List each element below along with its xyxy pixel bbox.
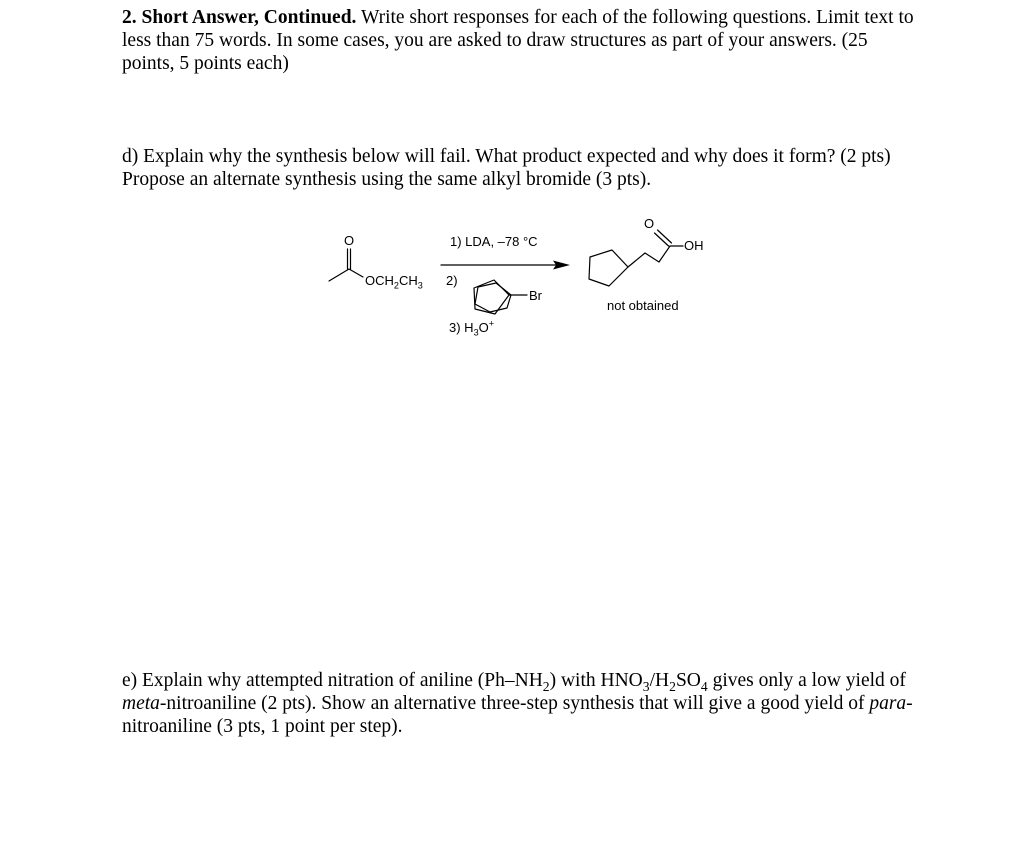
step-3-label: 3) $H_3O^+$ xyxy=(449,318,495,338)
product-carbonyl-bond xyxy=(655,233,669,246)
bromine-label: Br xyxy=(529,288,542,303)
ester-skeleton xyxy=(329,269,363,281)
section-instructions: Write short responses for each of the following questions. Limit text to less than 75 words. In some cases, you are asked to draw structures as part of your answers. (25 points, 5 points each) xyxy=(122,7,914,74)
ester-oxygen-label: O xyxy=(344,233,355,248)
question-d-text: d) Explain why the synthesis below will fail. What product expected and why does it form? (2 pts) Propose an alternate synthesis using the same alkyl bromide (3 pts). xyxy=(122,146,891,190)
product-cyclopentane xyxy=(589,250,628,286)
question-e-text: e) Explain why attempted nitration of aniline $(Ph-NH_2)$ with $HNO_3/H_2SO_4$ gives only a low yield of meta-nitroaniline (2 pts). Show an alternative three-step synthesis that will give a good yield of para-nitroaniline (3 pts, 1 point per step). xyxy=(122,670,913,737)
step-1-label: 1) LDA, –78 °C xyxy=(450,234,538,249)
reagent-cyclopentane-ring xyxy=(475,283,511,312)
ester-group-label: $OCH_2CH_3$ xyxy=(365,273,423,291)
step-2-label: 2) xyxy=(446,273,458,288)
product-chain xyxy=(628,246,670,267)
section-heading: 2. Short Answer, Continued. xyxy=(122,7,357,28)
product-oxygen-label: O xyxy=(644,216,655,231)
hydroxyl-label: OH xyxy=(684,238,704,253)
product-note: not obtained xyxy=(607,298,679,313)
product-carbonyl-bond-2 xyxy=(658,230,672,243)
